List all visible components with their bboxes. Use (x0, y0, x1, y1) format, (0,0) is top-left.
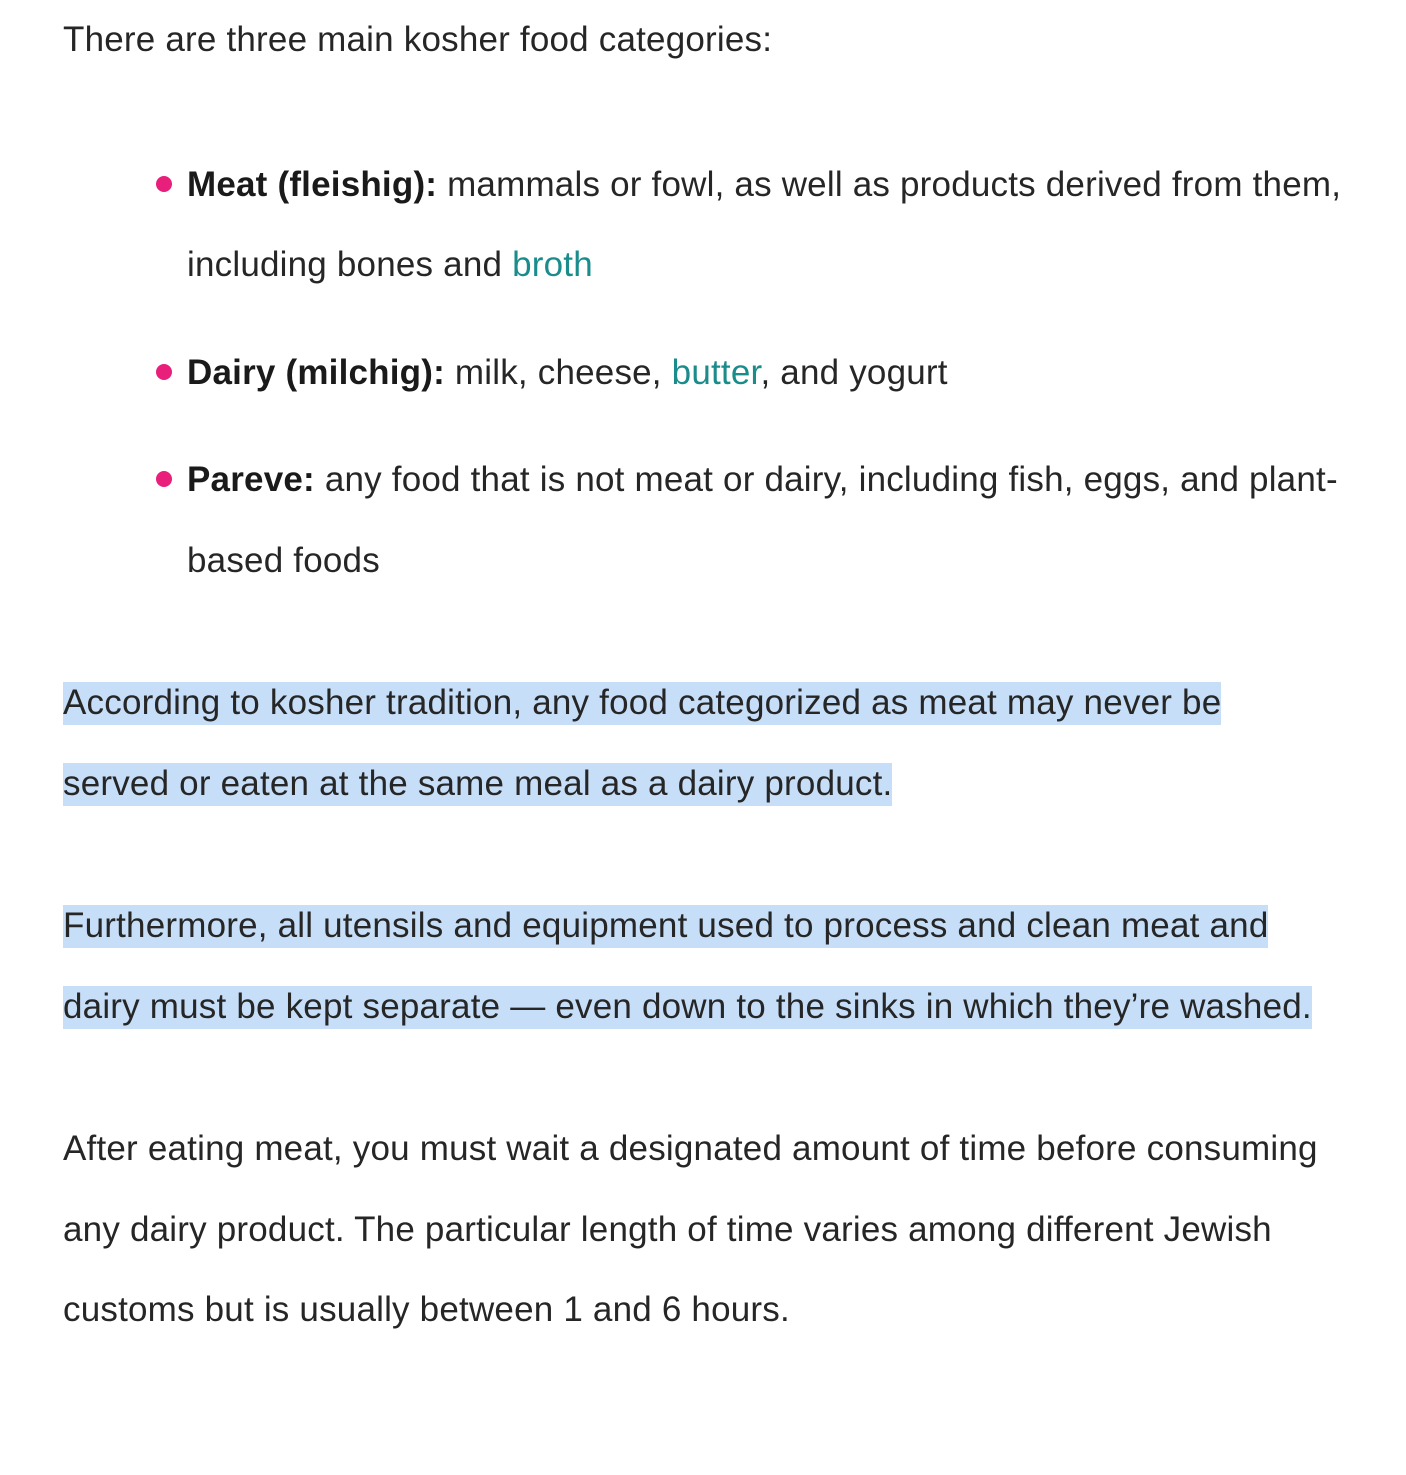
category-description: any food that is not meat or dairy, including fish, eggs, and plant-based foods (187, 460, 1338, 580)
category-term: Dairy (milchig): (187, 352, 445, 392)
category-term: Meat (fleishig): (187, 164, 438, 204)
list-item-pareve (187, 440, 1357, 601)
category-description: milk, cheese, (444, 352, 672, 392)
list-item-meat (187, 145, 1357, 306)
waiting-time-paragraph: After eating meat, you must wait a designated amount of time before consuming any dairy product. The particular length of time varies among different Jewish customs but is usually between 1 and 6 hours. (63, 1129, 1318, 1329)
broth-link[interactable]: broth (512, 245, 593, 284)
article-body (63, 0, 1363, 1351)
butter-link[interactable]: butter (671, 352, 761, 392)
category-description-tail: , and yogurt (760, 352, 948, 392)
bullet-icon (156, 176, 172, 192)
bullet-icon (156, 364, 172, 380)
kosher-categories-list (63, 145, 1363, 602)
selected-text[interactable]: Furthermore, all utensils and equipment used to process and clean meat and dairy must be kept separate — even down to the sinks in which they’re washed. (63, 905, 1312, 1029)
selected-text[interactable]: According to kosher tradition, any food categorized as meat may never be served or eaten at the same meal as a dairy product. (63, 682, 1221, 806)
category-term: Pareve: (187, 460, 315, 499)
list-item-dairy (187, 333, 1357, 414)
bullet-icon (156, 471, 172, 487)
category-description: mammals or fowl, as well as products derived from them, including bones and (187, 164, 1342, 284)
meat-dairy-rule-paragraph (63, 663, 1303, 824)
intro-paragraph: There are three main kosher food categories: (63, 20, 773, 59)
utensils-paragraph (63, 886, 1333, 1047)
